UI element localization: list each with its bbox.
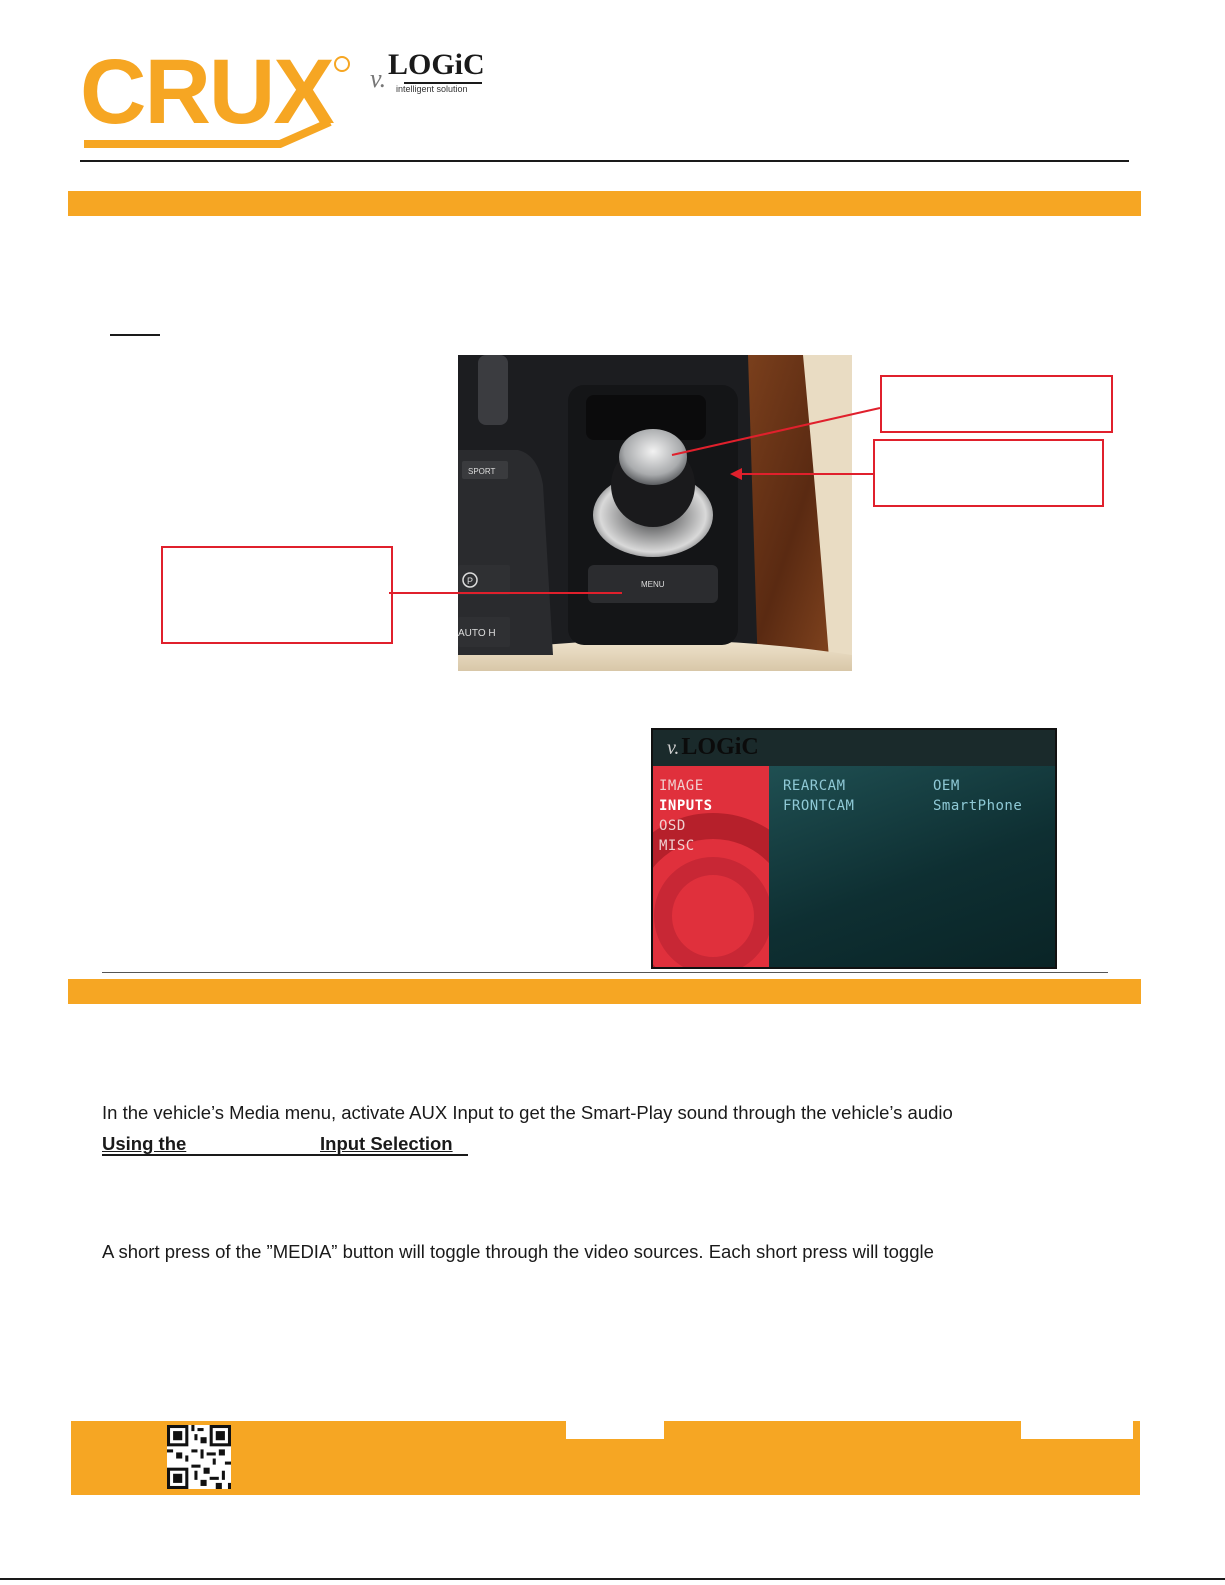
osd-sub-rearcam[interactable]: REARCAM: [783, 778, 846, 794]
heading-part-2: Input Selection: [320, 1133, 453, 1154]
footer-notch-2: [1021, 1421, 1133, 1439]
arrow-left-icon: [730, 468, 742, 480]
osd-sub-frontcam[interactable]: FRONTCAM: [783, 798, 855, 814]
qr-code-icon[interactable]: [167, 1425, 231, 1489]
crux-logo-text: CRUX: [80, 41, 333, 143]
osd-menu-misc[interactable]: MISC: [659, 838, 695, 854]
osd-logo: [667, 734, 759, 761]
osd-menu-inputs[interactable]: INPUTS: [659, 798, 713, 814]
menu-button-label: MENU: [641, 580, 665, 589]
heading-underline: [102, 1154, 468, 1156]
osd-sub-oem[interactable]: OEM: [933, 778, 960, 794]
input-selection-heading: [102, 1133, 468, 1157]
vlogic-osd-menu-screenshot: [651, 728, 1057, 969]
sport-button-label: SPORT: [468, 467, 496, 476]
page-bottom-rule: [0, 1578, 1225, 1580]
vlogic-tagline: intelligent solution: [396, 84, 468, 94]
section2-title-bar: [68, 979, 1141, 1004]
svg-text:P: P: [467, 576, 474, 586]
osd-menu-image[interactable]: IMAGE: [659, 778, 704, 794]
osd-menu-osd[interactable]: OSD: [659, 818, 686, 834]
footer-bar: [71, 1421, 1140, 1495]
osd-logo-text: LOGiC: [681, 734, 759, 760]
osd-main-menu: [653, 766, 769, 967]
vlogic-wordmark: LOGiC: [388, 48, 485, 81]
svg-text:AUTO H: AUTO H: [458, 628, 496, 639]
osd-submenu: [769, 766, 1055, 967]
qr-code-pattern: [167, 1425, 231, 1489]
osd-swirl-decoration: [653, 766, 769, 967]
callout-connectors: [0, 0, 1225, 700]
heading-part-1: Using the: [102, 1133, 187, 1154]
footer-notch-1: [566, 1421, 664, 1439]
aux-input-paragraph: In the vehicle’s Media menu, activate AUX Input to get the Smart-Play sound through the vehicle’s audio: [102, 1102, 953, 1123]
section1-divider: [102, 972, 1108, 973]
controller-connector-line: [672, 408, 880, 455]
vlogic-prefix: v.: [370, 64, 387, 93]
osd-logo-prefix: v.: [667, 737, 680, 759]
osd-sub-smartphone[interactable]: SmartPhone: [933, 798, 1023, 814]
media-button-paragraph: A short press of the ”MEDIA” button will toggle through the video sources. Each short press will toggle: [102, 1241, 934, 1262]
osd-header: [653, 730, 1055, 766]
